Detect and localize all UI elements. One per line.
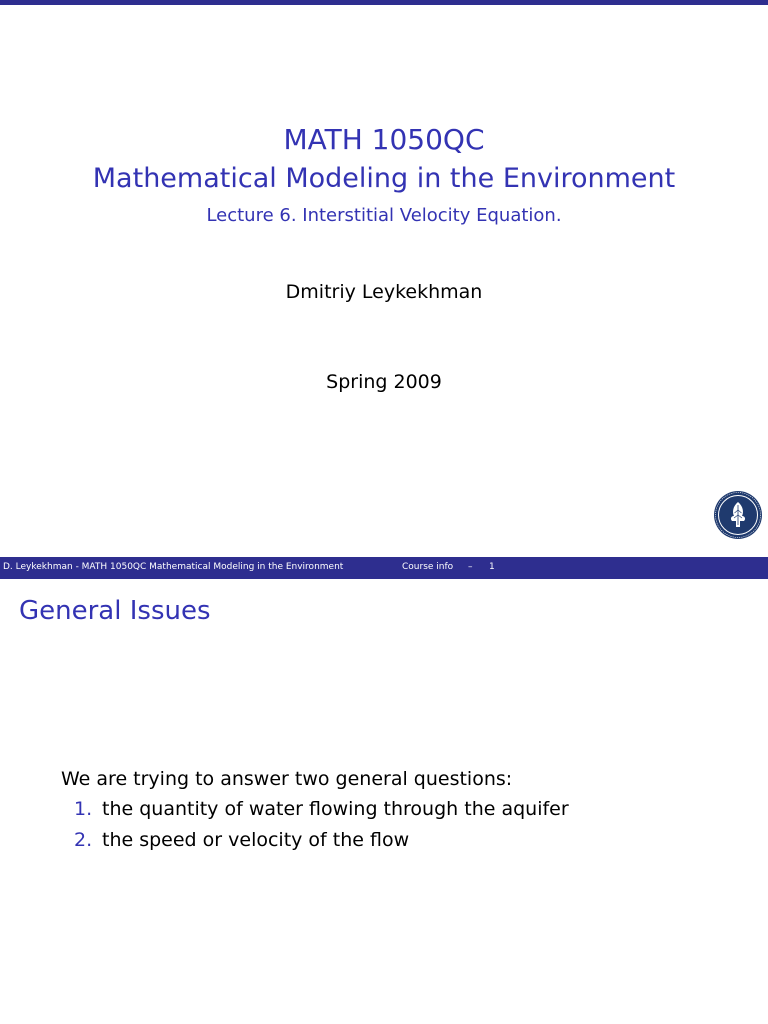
list-number: 1. [74, 798, 93, 820]
date: Spring 2009 [326, 371, 442, 393]
list-text: the quantity of water flowing through the aquifer [102, 798, 569, 820]
author: Dmitriy Leykekhman [285, 281, 483, 303]
list-text: the speed or velocity of the flow [102, 829, 410, 851]
footer-author-course: D. Leykekhman - MATH 1050QC Mathematical Modeling in the Environment [3, 562, 344, 572]
lecture-title: Lecture 6. Interstitial Velocity Equation. [206, 205, 562, 226]
course-code: MATH 1050QC [283, 123, 485, 156]
footer-page-number: 1 [489, 562, 495, 572]
question-list [74, 798, 569, 860]
content-slide [0, 580, 768, 1024]
footer-dash: – [468, 562, 473, 572]
course-title: Mathematical Modeling in the Environment [92, 163, 676, 194]
frame-title: General Issues [19, 596, 211, 626]
list-number: 2. [74, 829, 93, 851]
footer-bar [0, 557, 768, 579]
intro-text: We are trying to answer two general questions: [61, 768, 513, 790]
list-item [74, 798, 569, 829]
university-seal-icon [713, 490, 763, 540]
list-item [74, 829, 569, 860]
title-slide [0, 5, 768, 557]
footer-section: Course info [402, 562, 454, 572]
